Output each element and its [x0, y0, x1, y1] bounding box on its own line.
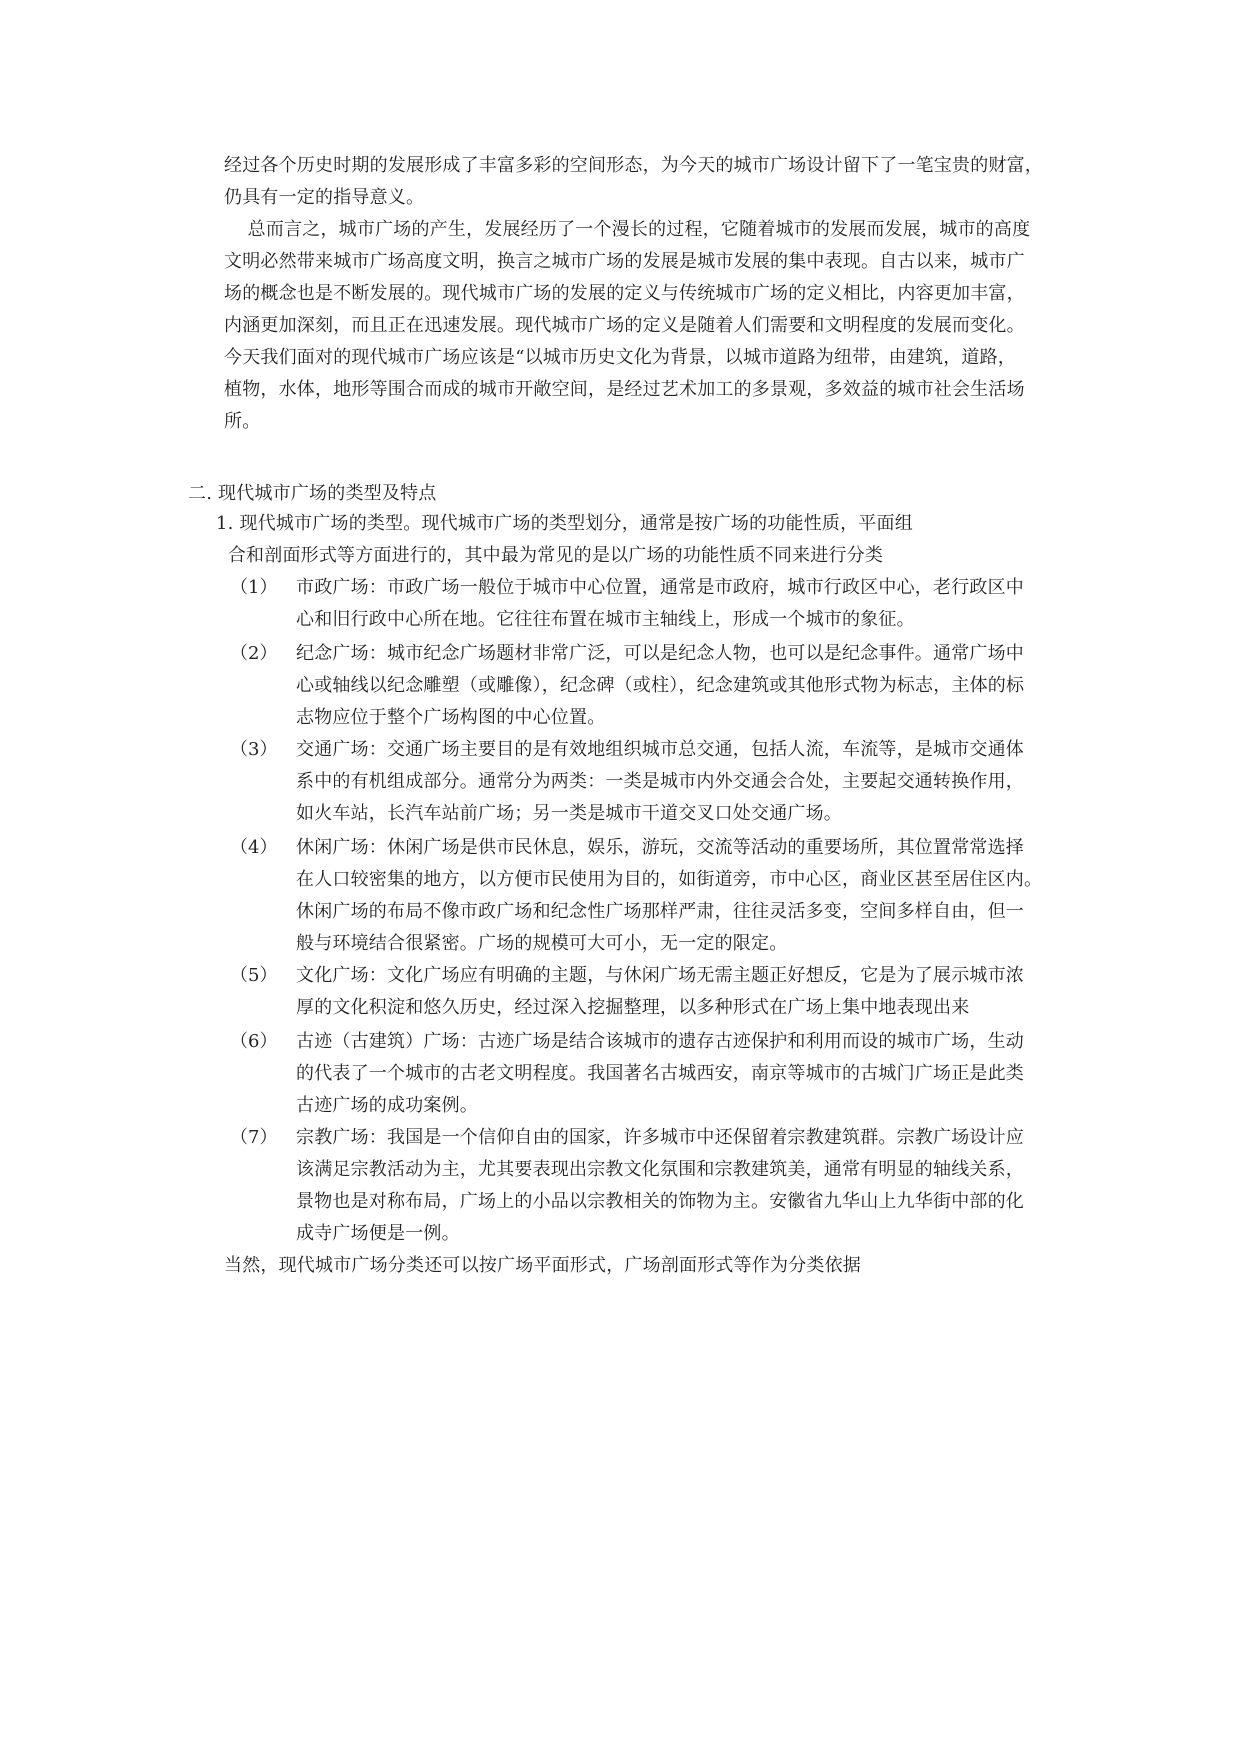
list-item-text: 休闲广场：休闲广场是供市民休息，娱乐，游玩，交流等活动的重要场所，其位置常常选择 在人口较密集的地方，以方便市民使用为目的，如街道旁，市中心区，商业区甚至居住区内。 休闲广场的布局不像市政广场和纪念性广场那样严肃，往往灵活多变，空间多样自由，但一 般与环境结合很紧密。广场的规模可大可小，无一定的限定。 — [296, 837, 1043, 954]
list-item-number: （2） — [230, 643, 278, 664]
sub-heading-types: 1. 现代城市广场的类型。现代城市广场的类型划分，通常是按广场的功能性质，平面组 合和剖面形式等方面进行的，其中最为常见的是以广场的功能性质不同来进行分类 — [216, 513, 913, 566]
paragraph-history-continuation: 经过各个历史时期的发展形成了丰富多彩的空间形态，为今天的城市广场设计留下了一笔宝贵的财富， 仍具有一定的指导意义。 — [224, 155, 1043, 208]
list-item-number: （7） — [230, 1127, 278, 1148]
list-item-text: 交通广场：交通广场主要目的是有效地组织城市总交通，包括人流，车流等，是城市交通体 系中的有机组成部分。通常分为两类：一类是城市内外交通会合处，主要起交通转换作用， 如火车站，长汽车站前广场；另一类是城市干道交叉口处交通广场。 — [296, 739, 1024, 824]
list-item-number: （1） — [230, 577, 278, 598]
list-item-number: （5） — [230, 965, 278, 986]
list-item-text: 宗教广场：我国是一个信仰自由的国家，许多城市中还保留着宗教建筑群。宗教广场设计应 该满足宗教活动为主，尤其要表现出宗教文化氛围和宗教建筑美，通常有明显的轴线关系， 景物也是对称布局，广场上的小品以宗教相关的饰物为主。安徽省九华山上九华街中部的化 成寺广场便是一例。 — [296, 1127, 1024, 1244]
paragraph-summary: 总而言之，城市广场的产生，发展经历了一个漫长的过程，它随着城市的发展而发展，城市的高度 文明必然带来城市广场高度文明，换言之城市广场的发展是城市发展的集中表现。自古以来，城市广 场的概念也是不断发展的。现代城市广场的发展的定义与传统城市广场的定义相比，内容更加丰富， 内涵更加深刻，而且正在迅速发展。现代城市广场的定义是随着人们需要和文明程度的发展而变化。 今天我们面对的现代城市广场应该是“以城市历史文化为背景，以城市道路为纽带，由建筑，道路， 植物，水体，地形等围合而成的城市开敞空间，是经过艺术加工的多景观，多效益的城市社会生活场 所。 — [224, 219, 1031, 432]
list-item-text: 文化广场：文化广场应有明确的主题，与休闲广场无需主题正好想反，它是为了展示城市浓 厚的文化积淀和悠久历史，经过深入挖掘整理，以多种形式在广场上集中地表现出来 — [296, 965, 1024, 1018]
section-heading: 二. 现代城市广场的类型及特点 — [188, 483, 437, 504]
closing-sentence: 当然，现代城市广场分类还可以按广场平面形式，广场剖面形式等作为分类依据 — [224, 1255, 861, 1276]
list-item-number: （6） — [230, 1031, 278, 1052]
list-item-text: 市政广场：市政广场一般位于城市中心位置，通常是市政府，城市行政区中心，老行政区中 心和旧行政中心所在地。它往往布置在城市主轴线上，形成一个城市的象征。 — [296, 577, 1024, 630]
list-item-text: 古迹（古建筑）广场：古迹广场是结合该城市的遗存古迹保护和利用而设的城市广场，生动 的代表了一个城市的古老文明程度。我国著名古城西安，南京等城市的古城门广场正是此类 古迹广场的成功案例。 — [296, 1031, 1024, 1116]
list-item-number: （3） — [230, 739, 278, 760]
list-item-number: （4） — [230, 837, 278, 858]
list-item-text: 纪念广场：城市纪念广场题材非常广泛，可以是纪念人物，也可以是纪念事件。通常广场中 心或轴线以纪念雕塑（或雕像），纪念碑（或柱），纪念建筑或其他形式物为标志，主体的标 志物应位于整个广场构图的中心位置。 — [296, 643, 1025, 728]
